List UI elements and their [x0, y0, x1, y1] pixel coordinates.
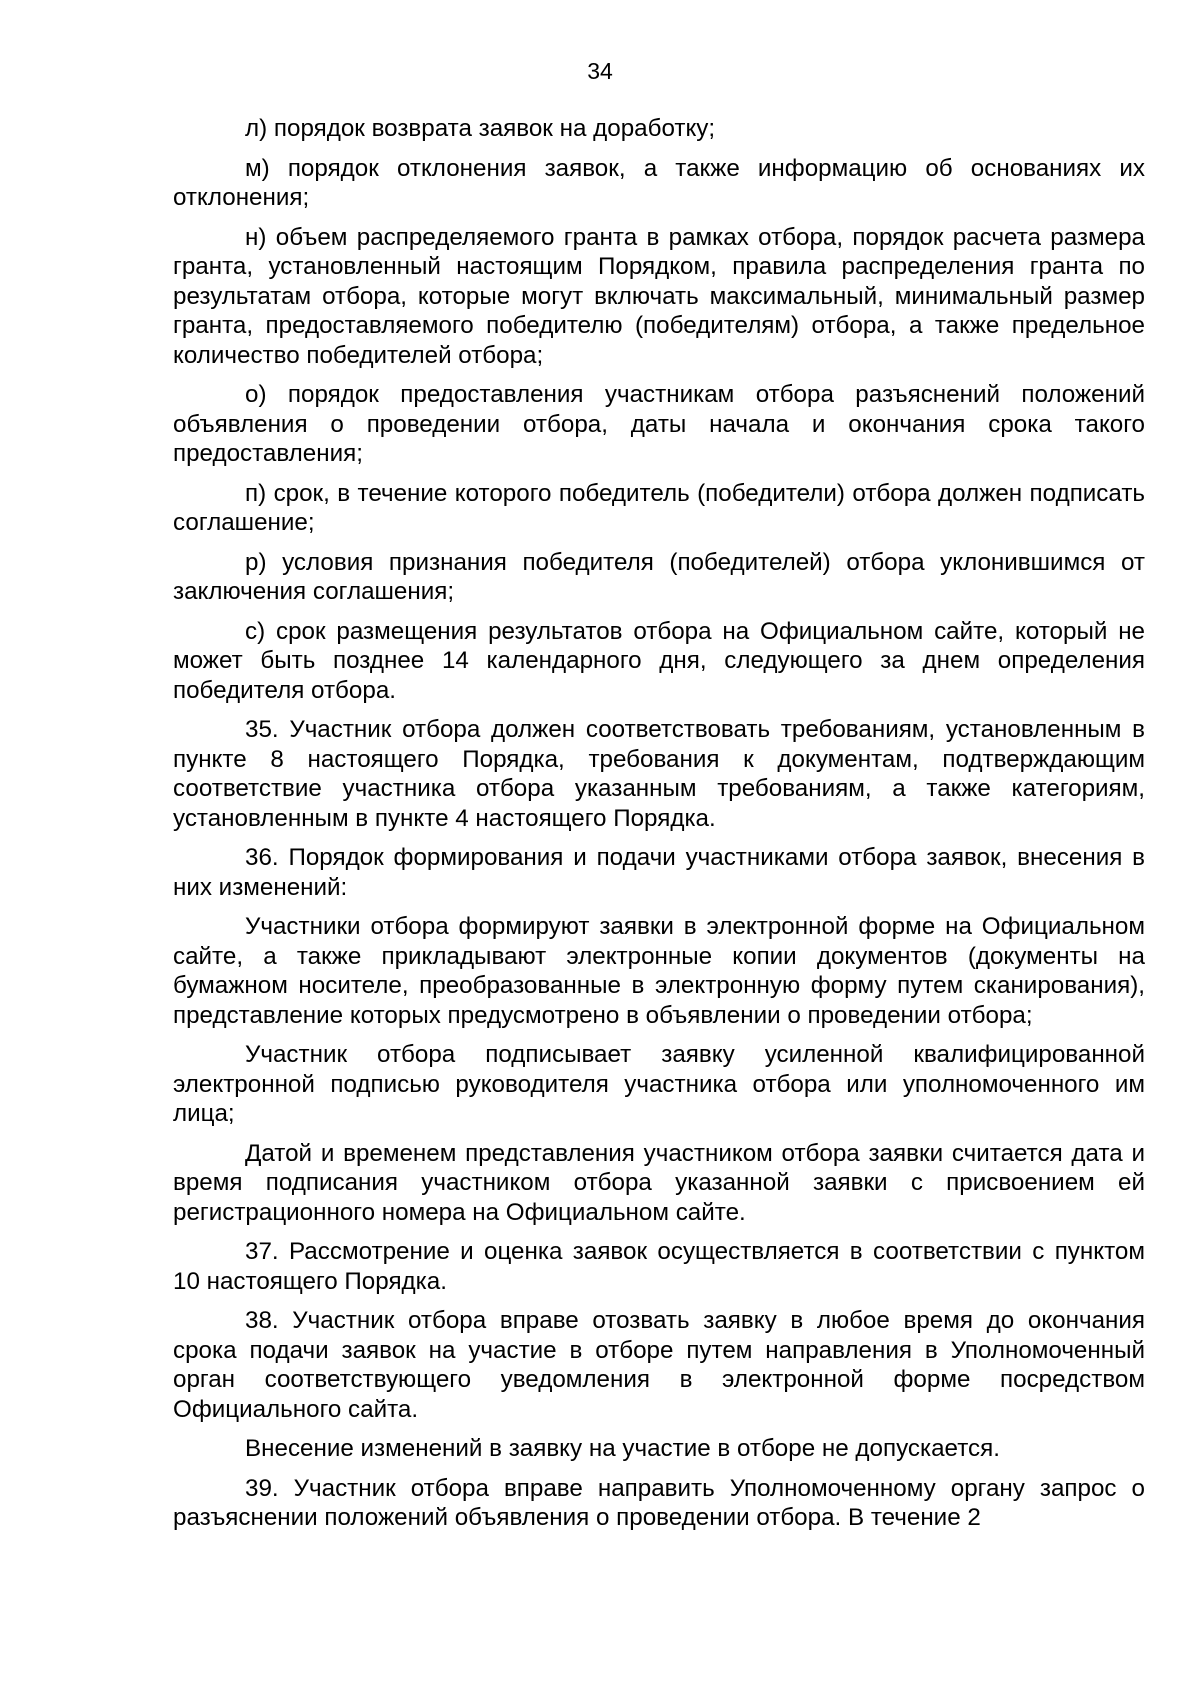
paragraph-p: п) срок, в течение которого победитель (победители) отбора должен подписать соглашение;	[173, 479, 1145, 536]
page-number: 34	[587, 58, 613, 84]
paragraph-35: 35. Участник отбора должен соответствовать требованиям, установленным в пункте 8 настоящего Порядка, требования к документам, подтверждающим соответствие участника отбора указанным требованиям, а также категориям, установленным в пункте 4 настоящего Порядка.	[173, 716, 1145, 832]
paragraph-m: м) порядок отклонения заявок, а также информацию об основаниях их отклонения;	[173, 154, 1145, 211]
paragraph-36-signing: Участник отбора подписывает заявку усиленной квалифицированной электронной подписью руководителя участника отбора или уполномоченного им лица;	[173, 1041, 1145, 1127]
paragraph-o: о) порядок предоставления участникам отбора разъяснений положений объявления о проведении отбора, даты начала и окончания срока такого предоставления;	[173, 381, 1145, 467]
paragraph-r: р) условия признания победителя (победителей) отбора уклонившимся от заключения соглашения;	[173, 548, 1145, 605]
paragraph-38: 38. Участник отбора вправе отозвать заявку в любое время до окончания срока подачи заявок на участие в отборе путем направления в Уполномоченный орган соответствующего уведомления в электронной форме посредством Официального сайта.	[173, 1307, 1145, 1423]
paragraph-l: л) порядок возврата заявок на доработку;	[245, 115, 716, 142]
document-body	[173, 114, 1145, 1543]
paragraph-n: н) объем распределяемого гранта в рамках отбора, порядок расчета размера гранта, установленный настоящим Порядком, правила распределения гранта по результатам отбора, которые могут включать максимальный, минимальный размер гранта, предоставляемого победителю (победителям) отбора, а также предельное количество победителей отбора;	[173, 223, 1145, 369]
paragraph-s: с) срок размещения результатов отбора на Официальном сайте, который не может быть позднее 14 календарного дня, следующего за днем определения победителя отбора.	[173, 617, 1145, 704]
paragraph-37: 37. Рассмотрение и оценка заявок осуществляется в соответствии с пунктом 10 настоящего Порядка.	[173, 1238, 1145, 1295]
paragraph-36-date: Датой и временем представления участником отбора заявки считается дата и время подписания участником отбора указанной заявки с присвоением ей регистрационного номера на Официальном сайте.	[173, 1139, 1145, 1226]
paragraph-38-changes: Внесение изменений в заявку на участие в отборе не допускается.	[245, 1435, 1000, 1462]
paragraph-36: 36. Порядок формирования и подачи участниками отбора заявок, внесения в них изменений:	[173, 844, 1145, 901]
paragraph-36-forming: Участники отбора формируют заявки в электронной форме на Официальном сайте, а также прикладывают электронные копии документов (документы на бумажном носителе, преобразованные в электронную форму путем сканирования), представление которых предусмотрено в объявлении о проведении отбора;	[173, 913, 1145, 1029]
paragraph-39: 39. Участник отбора вправе направить Уполномоченному органу запрос о разъяснении положений объявления о проведении отбора. В течение 2	[173, 1474, 1145, 1531]
